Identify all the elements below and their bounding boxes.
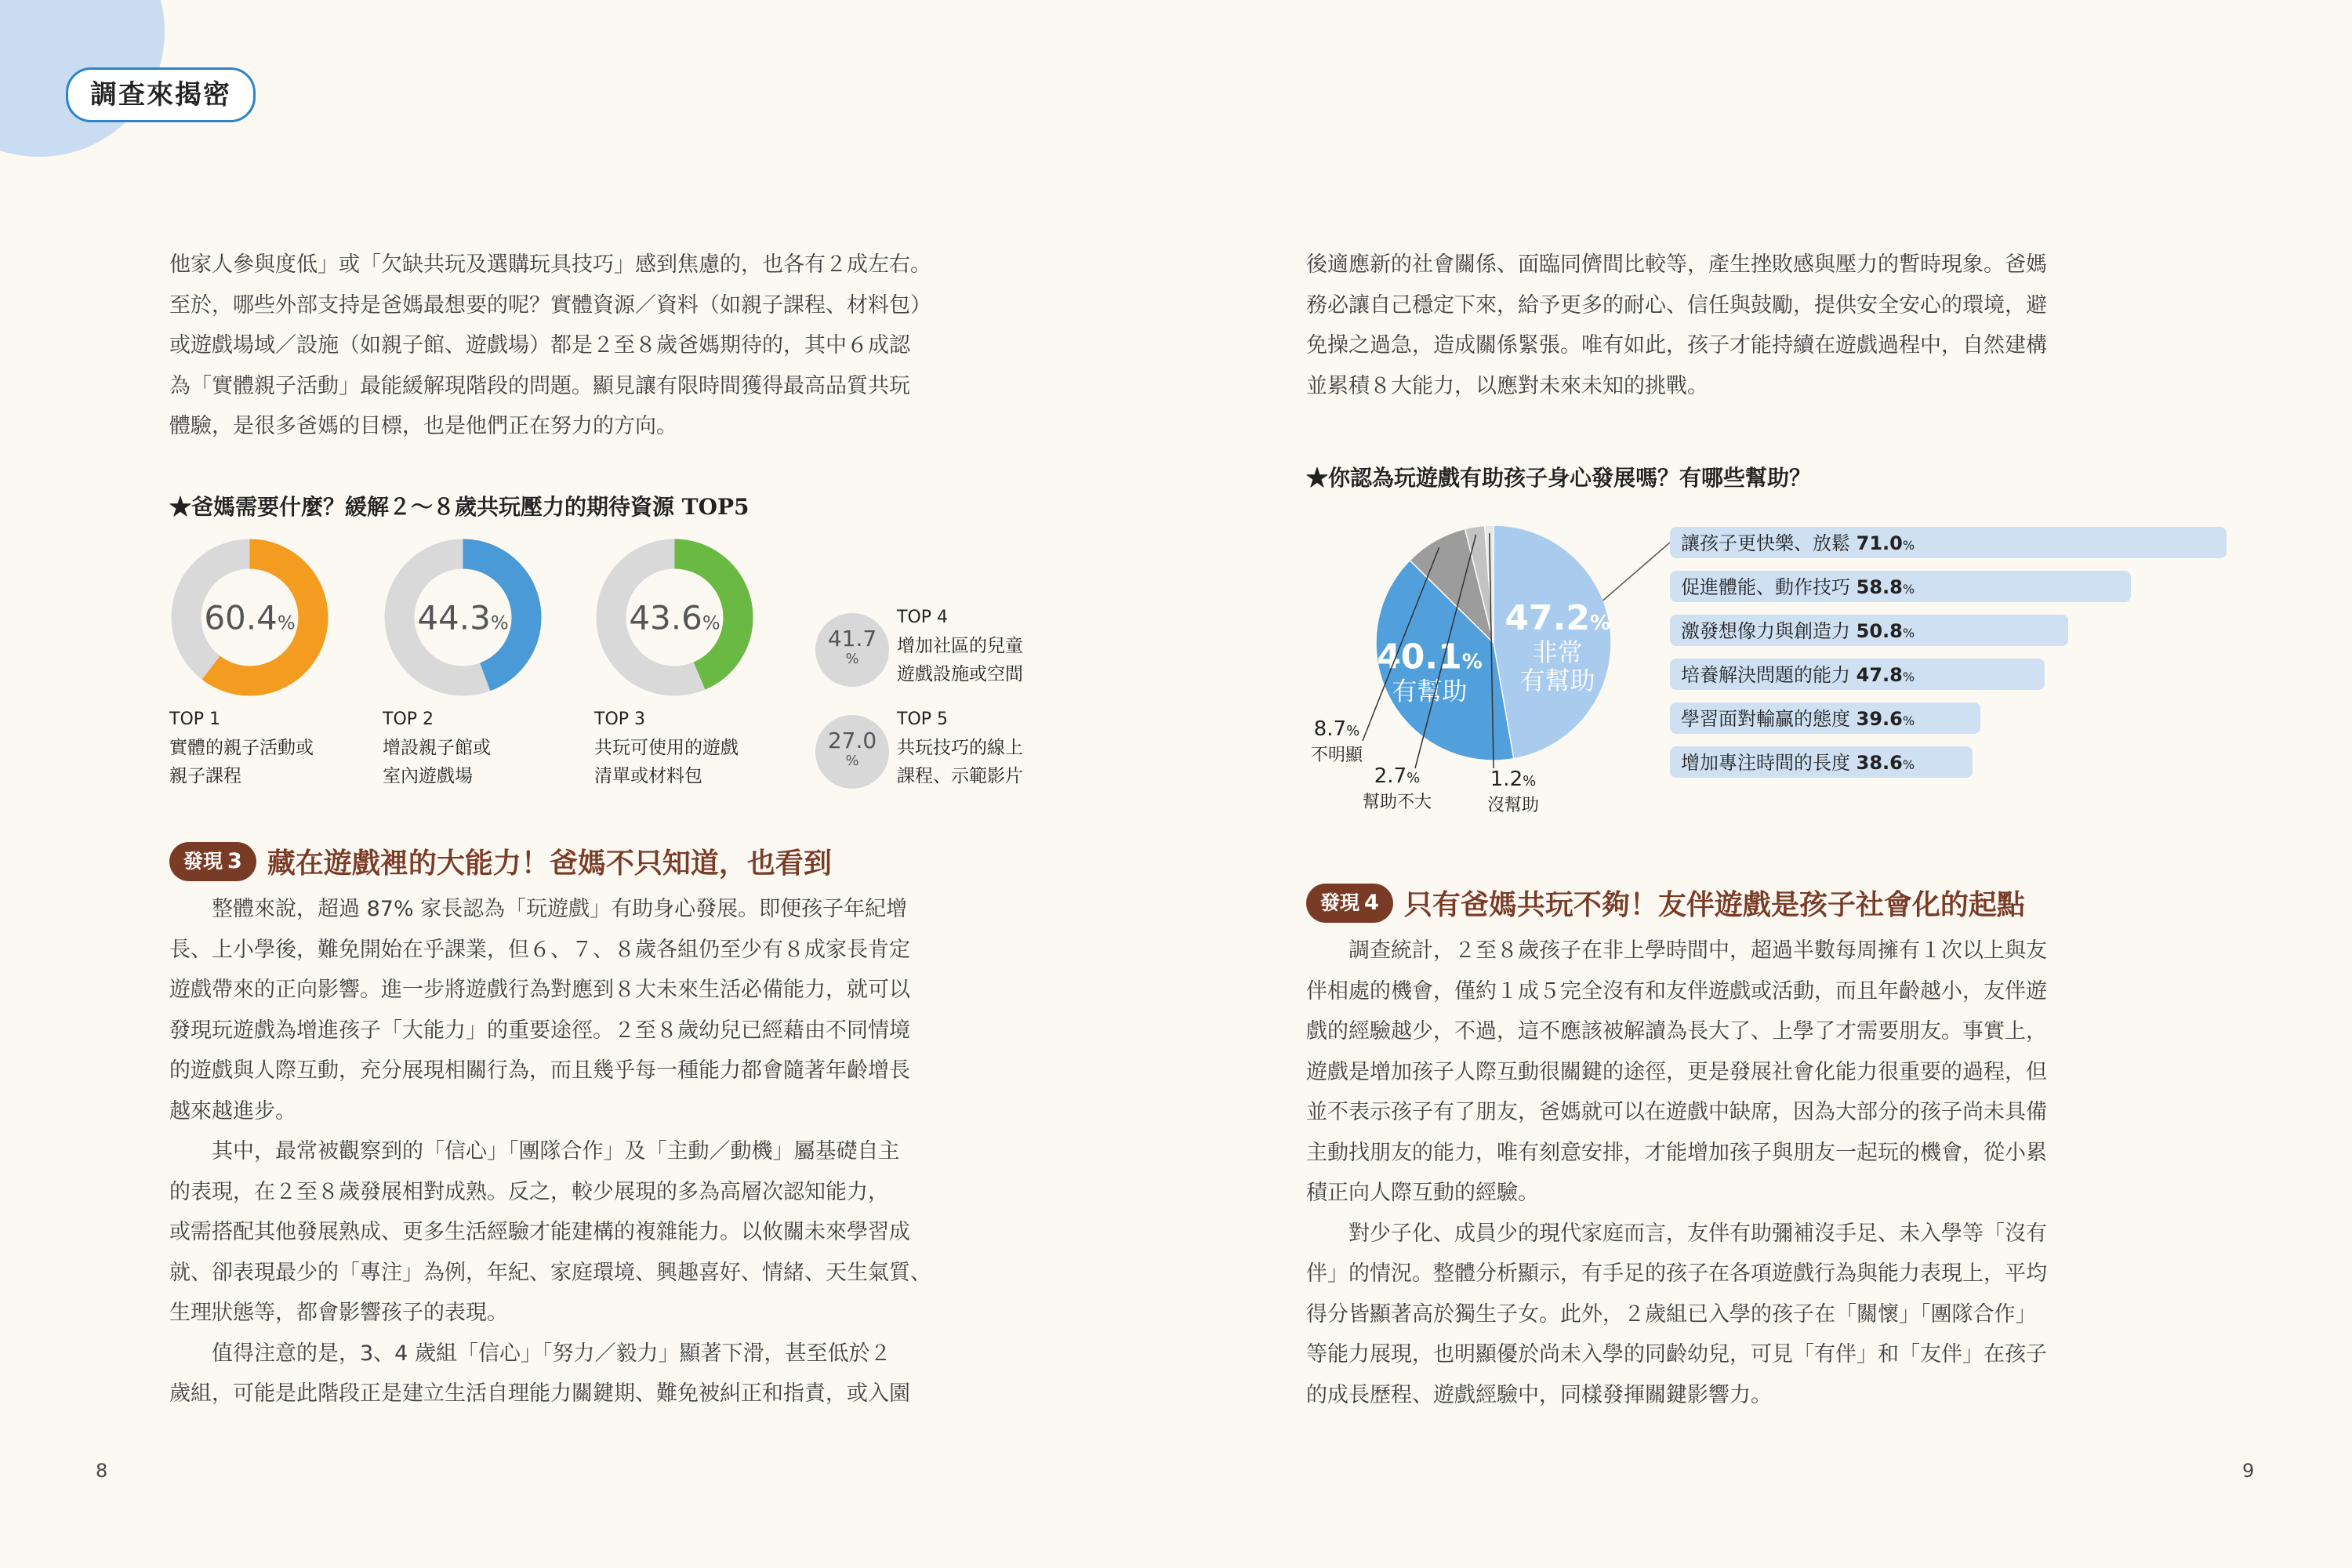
bar-unit: % (1902, 538, 1915, 553)
pie-value-label (1314, 717, 1359, 741)
pie-value-label (1490, 768, 1536, 791)
donut-item-label (897, 604, 1023, 688)
pie-category-label: 有幫助 (1392, 676, 1468, 706)
label-line: 增加社區的兒童 (897, 636, 1023, 656)
text-line: 生理狀態等，都會影響孩子的表現。 (169, 1301, 508, 1325)
left-intro-text (169, 245, 1055, 447)
bar-value: 47.8 (1856, 664, 1903, 686)
rank-label: TOP 3 (594, 710, 646, 729)
label-line: 實體的親子活動或 (169, 738, 314, 758)
donut-ring (594, 537, 755, 698)
small-value-circle (815, 613, 889, 687)
bar-category: 促進體能、動作技巧 (1681, 576, 1857, 598)
bar-category: 培養解決問題的能力 (1681, 664, 1857, 686)
label-line: 遊戲設施或空間 (897, 664, 1023, 684)
text-line: 其中，最常被觀察到的「信心」「團隊合作」及「主動／動機」屬基礎自主 (212, 1139, 900, 1163)
donut-ring (169, 537, 330, 698)
donut-svg (169, 537, 330, 698)
value-unit: % (1589, 611, 1611, 635)
text-line: 值得注意的是，3、4 歲組「信心」「努力／毅力」顯著下滑，甚至低於２ (212, 1341, 891, 1366)
text-line: 的遊戲與人際互動，充分展現相關行為，而且幾乎每一種能力都會隨著年齡增長 (169, 1058, 910, 1083)
right-body-text (1306, 931, 2192, 1415)
text-line: 後適應新的社會關係、面臨同儕間比較等，產生挫敗感與壓力的暫時現象。爸媽 (1306, 252, 2047, 277)
bar-category: 增加專注時間的長度 (1681, 752, 1857, 774)
pie-chart (1270, 502, 2321, 815)
finding-4-heading (1306, 883, 2025, 923)
donut-item-label (169, 706, 314, 790)
text-line: 越來越進步。 (169, 1098, 296, 1123)
value-unit: % (1523, 773, 1537, 789)
donut-value-label (417, 599, 508, 637)
bar-value: 58.8 (1856, 576, 1903, 598)
text-line: 調查統計，２至８歲孩子在非上學時間中，超過半數每周擁有１次以上與友 (1348, 938, 2047, 963)
text-line: 主動找朋友的能力，唯有刻意安排，才能增加孩子與朋友一起玩的機會，從小累 (1306, 1140, 2047, 1165)
value-unit: % (277, 612, 296, 634)
page-number-right: 9 (2242, 1460, 2255, 1482)
donut-value-label (204, 599, 295, 637)
finding-title: 藏在遊戲裡的大能力！爸媽不只知道，也看到 (267, 848, 832, 880)
value-number: 40.1 (1377, 637, 1462, 677)
bar-label (1681, 576, 1915, 598)
text-line: 並不表示孩子有了朋友，爸媽就可以在遊戲中缺席，因為大部分的孩子尚未具備 (1306, 1100, 2047, 1124)
text-line: 免操之過急，造成關係緊張。唯有如此，孩子才能持續在遊戲過程中，自然建構 (1306, 333, 2047, 358)
rank-label: TOP 2 (383, 710, 434, 729)
text-line: 的成長歷程、遊戲經驗中，同樣發揮關鍵影響力。 (1306, 1382, 1772, 1407)
label-line: 共玩可使用的遊戲 (594, 738, 739, 758)
donut-svg (383, 537, 543, 698)
small-value-circle (815, 715, 889, 789)
finding-title: 只有爸媽共玩不夠！友伴遊戲是孩子社會化的起點 (1403, 889, 2025, 921)
text-line: 等能力展現，也明顯優於尚未入學的同齡幼兒，可見「有伴」和「友伴」在孩子 (1306, 1342, 2047, 1367)
donut-item-label (897, 706, 1023, 790)
value-unit: % (702, 612, 720, 634)
section-header: 調查來揭密 (66, 67, 256, 122)
text-line: 他家人參與度低」或「欠缺共玩及選購玩具技巧」感到焦慮的，也各有２成左右。 (169, 252, 931, 277)
value-number: 41.7 (827, 626, 877, 652)
finding-3-heading (169, 841, 832, 881)
donut-chart-title: ★爸媽需要什麼？緩解２～８歲共玩壓力的期待資源 TOP5 (169, 494, 750, 520)
bar-value: 71.0 (1856, 532, 1903, 554)
text-line: 遊戲是增加孩子人際互動很關鍵的途徑，更是發展社會化能力很重要的過程，但 (1306, 1059, 2047, 1084)
text-line: 並累積８大能力，以應對未來未知的挑戰。 (1306, 373, 1708, 398)
label-line: 室內遊戲場 (383, 766, 473, 786)
right-intro-text (1306, 245, 2192, 406)
value-unit: % (1406, 770, 1421, 786)
text-line: 或需搭配其他發展熟成、更多生活經驗才能建構的複雜能力。以攸關未來學習成 (169, 1220, 910, 1244)
value-unit: % (845, 651, 859, 667)
text-line: 伴相處的機會，僅約１成５完全沒有和友伴遊戲或活動，而且年齡越小，友伴遊 (1306, 978, 2047, 1004)
label-line: 課程、示範影片 (897, 766, 1023, 786)
rank-label: TOP 4 (897, 608, 949, 627)
bar-label (1681, 708, 1915, 730)
text-line: 積正向人際互動的經驗。 (1306, 1181, 1539, 1205)
value-number: 43.6 (629, 598, 702, 637)
value-unit: % (490, 612, 509, 634)
bar-value: 39.6 (1856, 708, 1903, 730)
pie-category-label: 不明顯 (1310, 746, 1363, 765)
pie-category-label: 沒幫助 (1486, 796, 1540, 815)
text-line: 遊戲帶來的正向影響。進一步將遊戲行為對應到８大未來生活必備能力，就可以 (169, 978, 910, 1002)
value-unit: % (1461, 650, 1483, 674)
finding-badge: 發現 3 (169, 842, 256, 881)
value-number: 60.4 (204, 598, 278, 637)
bar-unit: % (1902, 626, 1915, 641)
value-number: 44.3 (417, 598, 491, 637)
text-line: 長、上小學後，難免開始在乎課業，但６、７、８歲各組仍至少有８成家長肯定 (169, 937, 910, 962)
connector-line (1603, 543, 1671, 601)
bar-value: 50.8 (1856, 620, 1903, 642)
donut-value-label (629, 599, 720, 637)
text-line: 整體來說，超過 87% 家長認為「玩遊戲」有助身心發展。即便孩子年紀增 (212, 897, 908, 921)
text-line: 歲組，可能是此階段正是建立生活自理能力關鍵期、難免被糾正和指責，或入園 (169, 1381, 910, 1406)
bar-unit: % (1902, 757, 1915, 772)
pie-category-label: 非常 (1532, 637, 1583, 667)
text-line: 或遊戲場域／設施（如親子館、遊戲場）都是２至８歲爸媽期待的，其中６成認 (169, 333, 910, 358)
text-line: 得分皆顯著高於獨生子女。此外，２歲組已入學的孩子在「關懷」「團隊合作」 (1306, 1301, 2037, 1327)
bar-unit: % (1902, 670, 1915, 684)
page-number-left: 8 (96, 1460, 108, 1482)
left-body-text (169, 889, 1055, 1414)
label-line: 共玩技巧的線上 (897, 738, 1023, 758)
pie-value-label (1374, 764, 1420, 788)
value-number: 1.2 (1490, 768, 1523, 791)
text-line: 至於，哪些外部支持是爸媽最想要的呢？實體資源／資料（如親子課程、材料包） (169, 292, 931, 318)
value-number: 8.7 (1313, 717, 1347, 741)
donut-svg (594, 537, 755, 698)
donut-item-label (383, 706, 491, 790)
pie-category-label: 幫助不大 (1362, 793, 1432, 812)
text-line: 務必讓自己穩定下來，給予更多的耐心、信任與鼓勵，提供安全安心的環境，避 (1306, 292, 2047, 318)
bar-value: 38.6 (1856, 752, 1903, 774)
value-number: 47.2 (1504, 597, 1590, 638)
value-number: 2.7 (1374, 764, 1407, 788)
bar-unit: % (1902, 582, 1915, 597)
bar-category: 讓孩子更快樂、放鬆 (1681, 532, 1857, 554)
label-line: 親子課程 (169, 766, 241, 786)
label-line: 增設親子館或 (383, 738, 491, 758)
text-line: 伴」的情況。整體分析顯示，有手足的孩子在各項遊戲行為與能力表現上，平均 (1306, 1261, 2047, 1286)
value-unit: % (845, 753, 859, 769)
value-number: 27.0 (827, 728, 877, 753)
bar-category: 激發想像力與創造力 (1681, 620, 1857, 642)
text-line: 為「實體親子活動」最能緩解現階段的問題。顯見讓有限時間獲得最高品質共玩 (169, 373, 910, 398)
bar-label (1681, 664, 1915, 686)
bar-label (1681, 620, 1915, 642)
bar-label (1681, 752, 1915, 774)
text-line: 發現玩遊戲為增進孩子「大能力」的重要途徑。２至８歲幼兒已經藉由不同情境 (169, 1018, 910, 1043)
rank-label: TOP 1 (169, 710, 221, 729)
text-line: 對少子化、成員少的現代家庭而言，友伴有助彌補沒手足、未入學等「沒有 (1348, 1221, 2047, 1246)
bar-category: 學習面對輸贏的態度 (1681, 708, 1857, 730)
text-line: 戲的經驗越少，不過，這不應該被解讀為長大了、上學了才需要朋友。事實上， (1306, 1019, 2047, 1044)
bar-unit: % (1902, 713, 1915, 728)
rank-label: TOP 5 (897, 710, 949, 729)
bar-label (1681, 532, 1915, 554)
pie-category-label: 有幫助 (1519, 665, 1595, 695)
pie-chart-title: ★你認為玩遊戲有助孩子身心發展嗎？有哪些幫助？ (1306, 465, 1812, 491)
donut-item-label (594, 706, 739, 790)
text-line: 的表現，在２至８歲發展相對成熟。反之，較少展現的多為高層次認知能力， (169, 1179, 889, 1204)
text-line: 就、卻表現最少的「專注」為例，年紀、家庭環境、興趣喜好、情緒、天生氣質、 (169, 1260, 931, 1285)
value-unit: % (1346, 723, 1360, 739)
text-line: 體驗，是很多爸媽的目標，也是他們正在努力的方向。 (169, 414, 677, 438)
finding-badge: 發現 4 (1306, 884, 1393, 923)
label-line: 清單或材料包 (594, 766, 702, 786)
donut-ring (383, 537, 543, 698)
